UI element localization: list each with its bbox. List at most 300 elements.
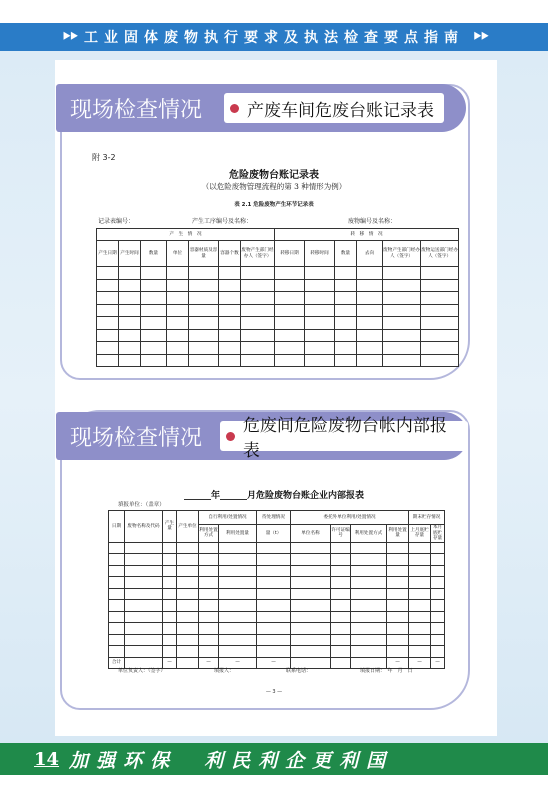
table-cell — [109, 623, 125, 635]
table-row — [97, 267, 459, 280]
table-cell — [331, 623, 351, 635]
doc2-group-pending: 待处理情况 — [257, 511, 291, 525]
table-cell — [163, 611, 177, 623]
table-row — [109, 634, 445, 646]
doc2-title: ______年______月危险废物台账企业内部报表 — [183, 491, 364, 501]
table-cell — [177, 600, 199, 612]
table-cell — [125, 646, 163, 658]
table-cell — [431, 623, 445, 635]
table-cell — [331, 646, 351, 658]
footer-bar — [0, 743, 548, 775]
doc2-header-produced: 产生量 — [163, 511, 177, 543]
header-title: 工业固体废物执行要求及执法检查要点指南 — [84, 30, 464, 46]
table-cell — [219, 554, 257, 566]
doc1-column-header: 产生时间 — [119, 241, 141, 267]
doc2-column-header: 利用处置量 — [219, 525, 257, 543]
doc2-total-dash: — — [199, 657, 219, 669]
footer-page-number: 14 — [34, 748, 60, 770]
table-row — [109, 554, 445, 566]
table-row — [109, 588, 445, 600]
table-cell — [119, 317, 141, 330]
table-cell — [97, 292, 119, 305]
section1-title-sub: 产废车间危废台账记录表 — [247, 100, 434, 121]
table-cell — [431, 565, 445, 577]
table-row — [97, 317, 459, 330]
table-cell — [275, 329, 305, 342]
table-cell — [189, 329, 219, 342]
doc2-sign-date: 填报日期： 年 月 日 — [360, 668, 413, 674]
table-cell — [383, 342, 421, 355]
table-cell — [199, 646, 219, 658]
doc2-column-header: 利用处置方式 — [351, 525, 387, 543]
table-cell — [167, 267, 189, 280]
table-cell — [199, 600, 219, 612]
table-cell — [351, 600, 387, 612]
table-cell — [409, 565, 431, 577]
table-cell — [199, 577, 219, 589]
doc1-column-header: 废物产生部门经办人（签字） — [383, 241, 421, 267]
table-cell — [177, 588, 199, 600]
table-cell — [219, 577, 257, 589]
table-cell — [335, 354, 357, 367]
table-cell — [141, 292, 167, 305]
table-cell — [219, 292, 241, 305]
doc2-column-header: 单位名称 — [291, 525, 331, 543]
table-cell — [409, 646, 431, 658]
table-cell — [431, 600, 445, 612]
table-cell — [125, 554, 163, 566]
table-cell — [119, 354, 141, 367]
doc2-report-table — [108, 510, 445, 669]
doc2-total-dash: — — [257, 657, 291, 669]
doc2-total-label: 合计 — [109, 657, 125, 669]
table-cell — [275, 304, 305, 317]
table-cell — [189, 317, 219, 330]
table-cell — [409, 634, 431, 646]
table-cell — [97, 279, 119, 292]
table-cell — [387, 600, 409, 612]
table-cell — [331, 600, 351, 612]
table-cell — [335, 317, 357, 330]
table-cell — [331, 542, 351, 554]
table-cell — [291, 577, 331, 589]
table-cell — [331, 611, 351, 623]
table-cell — [421, 354, 459, 367]
table-cell — [257, 542, 291, 554]
table-cell — [125, 542, 163, 554]
table-cell — [97, 329, 119, 342]
table-cell — [219, 304, 241, 317]
table-cell — [177, 542, 199, 554]
bullet-dot-icon — [226, 432, 235, 441]
table-cell — [291, 600, 331, 612]
table-cell — [335, 292, 357, 305]
table-cell — [125, 577, 163, 589]
table-cell — [305, 267, 335, 280]
table-cell — [241, 342, 275, 355]
table-cell — [357, 329, 383, 342]
table-cell — [177, 623, 199, 635]
table-cell — [291, 542, 331, 554]
table-cell — [257, 634, 291, 646]
table-cell — [119, 279, 141, 292]
doc2-total-dash: — — [409, 657, 431, 669]
table-cell — [109, 542, 125, 554]
table-cell — [141, 279, 167, 292]
table-cell — [109, 600, 125, 612]
table-cell — [199, 542, 219, 554]
table-cell — [125, 611, 163, 623]
table-cell — [331, 634, 351, 646]
table-cell — [109, 554, 125, 566]
double-arrow-right-icon: ⯈⯈ — [472, 29, 487, 45]
table-cell — [331, 657, 351, 669]
table-cell — [119, 267, 141, 280]
doc1-column-header: 单位 — [167, 241, 189, 267]
table-cell — [387, 542, 409, 554]
doc2-column-header: 上月底贮存量 — [409, 525, 431, 543]
footer-margin — [0, 775, 548, 793]
table-cell — [387, 565, 409, 577]
table-cell — [141, 342, 167, 355]
section2-title-main: 现场检查情况 — [70, 425, 203, 451]
table-cell — [241, 292, 275, 305]
table-cell — [383, 329, 421, 342]
table-cell — [387, 646, 409, 658]
table-cell — [199, 623, 219, 635]
doc1-meta-record-no: 记录表编号： — [98, 218, 135, 225]
table-cell — [219, 279, 241, 292]
table-cell — [421, 279, 459, 292]
table-cell — [189, 279, 219, 292]
table-cell — [275, 279, 305, 292]
table-cell — [257, 565, 291, 577]
table-cell — [357, 317, 383, 330]
table-cell — [219, 565, 257, 577]
table-cell — [109, 588, 125, 600]
table-cell — [275, 292, 305, 305]
doc2-total-dash: — — [219, 657, 257, 669]
table-cell — [387, 577, 409, 589]
table-row — [109, 646, 445, 658]
table-row — [97, 279, 459, 292]
table-cell — [177, 554, 199, 566]
table-cell — [409, 577, 431, 589]
table-cell — [167, 342, 189, 355]
table-cell — [387, 623, 409, 635]
table-cell — [335, 279, 357, 292]
doc1-group-produce: 产 生 情 况 — [97, 229, 275, 241]
table-cell — [291, 565, 331, 577]
table-cell — [189, 267, 219, 280]
table-cell — [351, 577, 387, 589]
table-cell — [177, 577, 199, 589]
table-cell — [163, 588, 177, 600]
table-cell — [357, 292, 383, 305]
table-cell — [421, 342, 459, 355]
table-cell — [421, 329, 459, 342]
table-cell — [383, 279, 421, 292]
table-cell — [335, 304, 357, 317]
table-cell — [163, 542, 177, 554]
table-cell — [125, 634, 163, 646]
table-cell — [409, 600, 431, 612]
section2-title-sub: 危废间危险废物台帐内部报表 — [242, 416, 447, 461]
table-cell — [119, 304, 141, 317]
doc1-column-header: 转移时间 — [305, 241, 335, 267]
doc2-group-self: 自行利用/处置情况 — [199, 511, 257, 525]
table-cell — [167, 279, 189, 292]
doc2-sign-head: 单位负责人：（签字） — [118, 668, 166, 674]
table-cell — [199, 588, 219, 600]
doc2-header-date: 日期 — [109, 511, 125, 543]
table-cell — [291, 554, 331, 566]
table-cell — [257, 588, 291, 600]
table-row — [97, 329, 459, 342]
table-cell — [431, 634, 445, 646]
section1-title-sub-box — [224, 93, 444, 123]
table-cell — [167, 317, 189, 330]
table-cell — [219, 646, 257, 658]
table-cell — [357, 354, 383, 367]
table-cell — [219, 317, 241, 330]
doc2-column-header: 利用处置方式 — [199, 525, 219, 543]
table-cell — [109, 634, 125, 646]
table-cell — [177, 634, 199, 646]
doc1-meta-waste: 废物编号及名称： — [348, 218, 397, 225]
table-cell — [421, 292, 459, 305]
doc2-total-dash: — — [387, 657, 409, 669]
table-cell — [305, 292, 335, 305]
table-cell — [199, 565, 219, 577]
table-cell — [163, 554, 177, 566]
double-arrow-left-icon: ⯈⯈ — [61, 29, 76, 45]
table-cell — [97, 317, 119, 330]
table-cell — [167, 329, 189, 342]
table-cell — [357, 304, 383, 317]
table-cell — [97, 304, 119, 317]
table-cell — [167, 354, 189, 367]
table-cell — [275, 317, 305, 330]
table-cell — [219, 267, 241, 280]
section2-title-band — [56, 412, 468, 460]
table-cell — [305, 279, 335, 292]
table-cell — [109, 577, 125, 589]
table-cell — [291, 611, 331, 623]
doc1-column-header: 废物产生部门经办人（签字） — [241, 241, 275, 267]
table-cell — [125, 565, 163, 577]
footer-slogan: 加强环保 利民利企更利国 — [69, 749, 394, 772]
table-cell — [189, 292, 219, 305]
table-cell — [177, 657, 199, 669]
table-cell — [189, 354, 219, 367]
table-cell — [421, 317, 459, 330]
table-cell — [257, 611, 291, 623]
table-cell — [305, 342, 335, 355]
table-cell — [163, 565, 177, 577]
table-cell — [275, 267, 305, 280]
doc2-column-header: 量（t） — [257, 525, 291, 543]
table-cell — [351, 611, 387, 623]
table-cell — [291, 588, 331, 600]
table-row — [109, 577, 445, 589]
table-cell — [305, 304, 335, 317]
table-cell — [219, 623, 257, 635]
table-cell — [357, 279, 383, 292]
table-cell — [219, 611, 257, 623]
table-cell — [219, 542, 257, 554]
table-cell — [409, 588, 431, 600]
table-cell — [177, 646, 199, 658]
table-cell — [167, 292, 189, 305]
doc2-group-end: 期末贮存情况 — [409, 511, 445, 525]
doc2-header-produce-unit: 产生单位 — [177, 511, 199, 543]
table-cell — [141, 304, 167, 317]
doc2-column-header: 利用处置量 — [387, 525, 409, 543]
table-row — [97, 292, 459, 305]
table-cell — [275, 354, 305, 367]
table-cell — [383, 354, 421, 367]
section1-title-main: 现场检查情况 — [70, 97, 203, 123]
table-cell — [163, 634, 177, 646]
table-cell — [421, 267, 459, 280]
table-cell — [387, 554, 409, 566]
table-row — [97, 354, 459, 367]
doc2-sign-phone: 联系电话： — [286, 668, 312, 674]
table-cell — [97, 354, 119, 367]
table-cell — [97, 267, 119, 280]
table-cell — [351, 542, 387, 554]
doc1-column-header: 容器材质及容量 — [189, 241, 219, 267]
table-cell — [387, 611, 409, 623]
table-cell — [163, 646, 177, 658]
header-bar — [0, 23, 548, 51]
table-cell — [163, 623, 177, 635]
table-cell — [97, 342, 119, 355]
table-cell — [199, 611, 219, 623]
table-cell — [119, 342, 141, 355]
doc2-column-header: 许可证编号 — [331, 525, 351, 543]
table-cell — [119, 329, 141, 342]
table-cell — [189, 342, 219, 355]
table-cell — [351, 623, 387, 635]
table-cell — [331, 588, 351, 600]
table-cell — [431, 611, 445, 623]
table-row — [97, 304, 459, 317]
table-cell — [431, 577, 445, 589]
table-row — [109, 565, 445, 577]
table-cell — [383, 267, 421, 280]
doc1-title: 危险废物台账记录表 — [229, 170, 319, 181]
table-cell — [357, 342, 383, 355]
table-cell — [335, 342, 357, 355]
table-cell — [177, 611, 199, 623]
table-cell — [257, 623, 291, 635]
table-cell — [241, 354, 275, 367]
table-cell — [219, 600, 257, 612]
table-cell — [275, 342, 305, 355]
table-cell — [305, 354, 335, 367]
table-cell — [357, 267, 383, 280]
table-cell — [119, 292, 141, 305]
table-cell — [383, 304, 421, 317]
doc2-column-header: 本月底贮存量 — [431, 525, 445, 543]
doc1-subtitle: （以危险废物管理流程的第 3 种情形为例） — [201, 182, 347, 191]
table-cell — [409, 611, 431, 623]
table-cell — [177, 565, 199, 577]
table-row — [97, 342, 459, 355]
table-cell — [335, 267, 357, 280]
table-cell — [141, 317, 167, 330]
table-cell — [141, 354, 167, 367]
table-cell — [199, 554, 219, 566]
table-cell — [409, 542, 431, 554]
table-cell — [351, 554, 387, 566]
table-cell — [383, 292, 421, 305]
table-cell — [409, 623, 431, 635]
table-cell — [387, 588, 409, 600]
table-row — [109, 611, 445, 623]
doc1-column-header: 去向 — [357, 241, 383, 267]
table-cell — [125, 600, 163, 612]
table-cell — [331, 577, 351, 589]
table-cell — [219, 588, 257, 600]
doc1-table-caption: 表 2.1 危险废物产生环节记录表 — [234, 202, 314, 208]
doc1-meta-process: 产生工序编号及名称： — [192, 218, 253, 225]
doc2-group-transfer: 委托外单位利用/处置情况 — [291, 511, 409, 525]
table-row — [109, 600, 445, 612]
table-cell — [241, 279, 275, 292]
table-cell — [189, 304, 219, 317]
table-cell — [241, 304, 275, 317]
doc2-page-number: — 3 — — [265, 689, 283, 695]
table-cell — [305, 317, 335, 330]
doc2-total-dash: — — [163, 657, 177, 669]
table-cell — [431, 646, 445, 658]
table-cell — [291, 646, 331, 658]
table-cell — [351, 646, 387, 658]
table-cell — [351, 565, 387, 577]
table-cell — [257, 646, 291, 658]
table-cell — [421, 304, 459, 317]
table-cell — [219, 634, 257, 646]
table-cell — [163, 577, 177, 589]
table-cell — [163, 600, 177, 612]
doc1-column-header: 容器个数 — [219, 241, 241, 267]
table-cell — [335, 329, 357, 342]
table-cell — [305, 329, 335, 342]
table-cell — [125, 623, 163, 635]
doc1-column-header: 废物运送部门经办人（签字） — [421, 241, 459, 267]
table-cell — [351, 634, 387, 646]
table-cell — [257, 600, 291, 612]
table-cell — [241, 267, 275, 280]
table-row — [109, 542, 445, 554]
table-cell — [387, 634, 409, 646]
table-cell — [125, 588, 163, 600]
table-cell — [219, 354, 241, 367]
table-cell — [291, 623, 331, 635]
table-row — [109, 623, 445, 635]
table-cell — [141, 267, 167, 280]
table-cell — [241, 329, 275, 342]
table-cell — [199, 634, 219, 646]
doc1-column-header: 数量 — [335, 241, 357, 267]
section2-title-sub-box — [220, 416, 468, 461]
doc2-total-dash: — — [431, 657, 445, 669]
table-cell — [219, 329, 241, 342]
doc1-column-header: 转移日期 — [275, 241, 305, 267]
